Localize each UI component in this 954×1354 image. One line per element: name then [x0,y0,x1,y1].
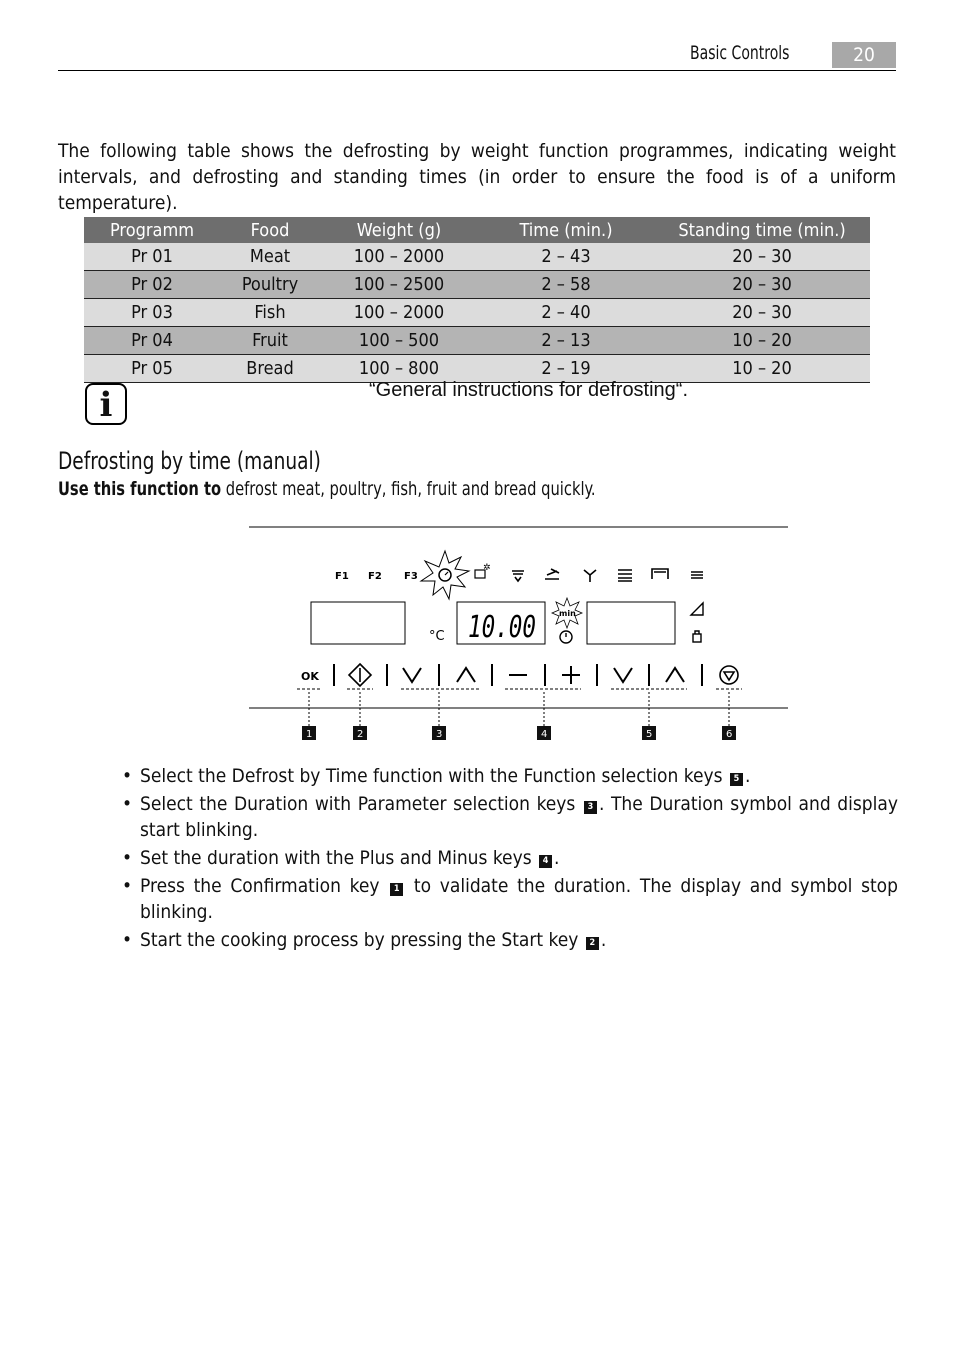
table-cell: 2 – 13 [478,327,654,355]
function-up-key[interactable] [666,668,684,682]
bullet-text: Start the cooking process by pressing the Start key [140,929,584,951]
callout-label: 5 [646,729,653,740]
section-subtitle [58,478,596,500]
table-cell: 2 – 58 [478,271,654,299]
top-heat-icon [652,569,668,579]
key-badge: 2 [586,937,599,950]
table-cell: 10 – 20 [654,327,870,355]
callout-3 [432,726,446,740]
lock-icon [693,631,701,642]
callout-5 [642,726,656,740]
info-icon: i [85,383,127,425]
bullet-text: . [600,929,607,951]
bullet-text: Select the Defrost by Time function with the Function selection keys [140,765,728,787]
plus-key[interactable] [562,666,580,684]
pizza-icon [618,570,632,581]
grill-icon [512,571,524,581]
list-item: • Set the duration with the Plus and Minus keys 4 . [122,847,560,869]
temp-unit-label: °C [429,629,445,644]
table-cell: 20 – 30 [654,271,870,299]
section-heading: Defrosting by time (manual) [58,447,321,475]
stop-key-icon[interactable] [720,666,738,684]
table-cell: Pr 04 [84,327,220,355]
list-item: • Start the cooking process by pressing the Start key 2 . [122,929,607,951]
info-note-text: “General instructions for defrosting“. [369,379,689,401]
weight-icon [691,603,703,615]
table-cell: 100 – 800 [320,355,478,383]
min-blink-icon [552,598,582,628]
column-header: Time (min.) [478,217,654,243]
control-panel-diagram [249,518,788,748]
header-divider [58,70,896,71]
callout-label: 2 [357,729,364,740]
table-cell: Poultry [220,271,320,299]
table-cell: Meat [220,243,320,271]
defrost-blink-icon [421,551,469,599]
svg-text:✲: ✲ [483,563,491,573]
ok-key[interactable]: OK [301,670,319,683]
table-cell: Bread [220,355,320,383]
clock-icon [560,631,572,643]
column-header: Food [220,217,320,243]
table-row [84,243,870,271]
func-label-f1: F1 [335,571,349,582]
table-cell: 100 – 2500 [320,271,478,299]
table-cell: Fruit [220,327,320,355]
callout-label: 3 [436,729,443,740]
table-row [84,299,870,327]
defrost-programme-table [84,217,870,383]
func-label-f3: F3 [404,571,418,582]
subtitle-rest: defrost meat, poultry, fish, fruit and bread quickly. [221,478,596,500]
column-header: Standing time (min.) [654,217,870,243]
callout-2 [353,726,367,740]
func-label-f2: F2 [368,571,382,582]
subtitle-bold: Use this function to [58,478,222,500]
callout-label: 4 [541,729,548,740]
param-up-key[interactable] [457,668,475,682]
table-cell: 10 – 20 [654,355,870,383]
table-cell: 20 – 30 [654,243,870,271]
table-cell: 2 – 43 [478,243,654,271]
table-cell: Pr 03 [84,299,220,327]
start-key-icon[interactable] [349,664,371,686]
table-header-row [84,217,870,243]
column-header: Weight (g) [320,217,478,243]
callout-6 [722,726,736,740]
callout-label: 6 [726,729,733,740]
key-badge: 4 [539,855,552,868]
bullet-text: Press the Confirmation key [140,875,389,897]
list-item: • Press the Confirmation key 1 to validate the duration. The display and symbol stop blinking. [122,875,898,923]
intro-paragraph: The following table shows the defrosting by weight function programmes, indicating weight intervals, and defrosting and standing times (in order to ensure the food is of a uniform temperature). [58,140,896,214]
roast-icon [545,569,559,579]
function-down-key[interactable] [614,668,632,682]
key-badge: 1 [390,883,403,896]
table-cell: 2 – 19 [478,355,654,383]
table-row [84,271,870,299]
table-cell: 100 – 500 [320,327,478,355]
param-down-key[interactable] [403,668,421,682]
fan-icon [584,570,596,582]
key-badge: 3 [584,801,597,814]
bullet-text: Select the Duration with Parameter selection keys [140,793,582,815]
list-item: • Select the Defrost by Time function with the Function selection keys 5 . [122,765,751,787]
instruction-list [122,763,898,955]
snowflake-icon [475,563,491,578]
table-row [84,327,870,355]
bullet-text: to validate the duration. The display and symbol stop blinking. [140,875,898,923]
table-cell: 100 – 2000 [320,243,478,271]
callout-label: 1 [306,729,313,740]
callout-1 [302,726,316,740]
bullet-text: . [554,847,560,869]
left-display [311,602,405,644]
table-cell: 20 – 30 [654,299,870,327]
table-cell: Fish [220,299,320,327]
bullet-text: Set the duration with the Plus and Minus keys [140,847,538,869]
table-cell: Pr 01 [84,243,220,271]
min-label: min [559,609,576,618]
bullet-text: . The Duration symbol and display start blinking. [140,793,898,841]
right-display [587,602,675,644]
time-display-value: 10.00 [468,610,536,645]
key-badge: 5 [730,773,743,786]
callout-4 [537,726,551,740]
bullet-text: . [744,765,751,787]
column-header: Programm [84,217,220,243]
bottom-heat-icon [691,572,703,578]
page-header-title: Basic Controls [690,42,790,64]
table-cell: 100 – 2000 [320,299,478,327]
table-cell: Pr 02 [84,271,220,299]
page-number: 20 [832,42,896,68]
list-item: • Select the Duration with Parameter selection keys 3 . The Duration symbol and display start blinking. [122,793,898,841]
table-cell: 2 – 40 [478,299,654,327]
table-cell: Pr 05 [84,355,220,383]
